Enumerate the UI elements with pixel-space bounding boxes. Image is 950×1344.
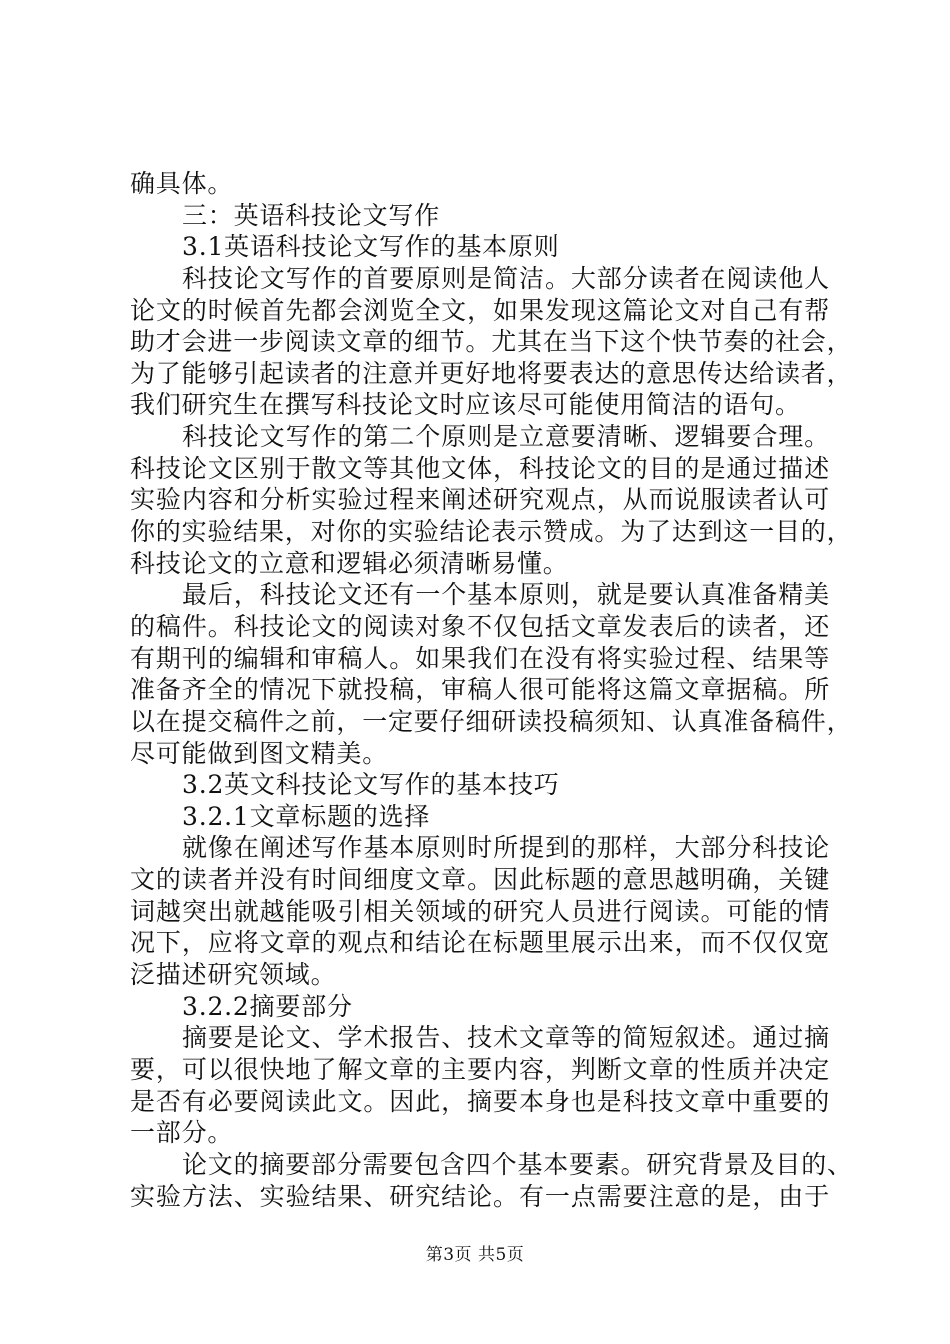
text-line: 我们研究生在撰写科技论文时应该尽可能使用简洁的语句。: [130, 390, 801, 420]
text-line: 况下，应将文章的观点和结论在标题里展示出来，而不仅仅宽: [130, 928, 830, 958]
text-line: 的稿件。科技论文的阅读对象不仅包括文章发表后的读者，还: [130, 611, 830, 641]
text-line: 摘要是论文、学术报告、技术文章等的简短叙述。通过摘: [182, 1023, 830, 1053]
text-line: 科技论文写作的首要原则是简洁。大部分读者在阅读他人: [182, 263, 830, 293]
text-line: 确具体。: [130, 169, 234, 198]
text-line: 你的实验结果，对你的实验结论表示赞成。为了达到这一目的，: [130, 517, 853, 547]
text-line: 实验内容和分析实验过程来阐述研究观点，从而说服读者认可: [130, 485, 830, 515]
text-line: 有期刊的编辑和审稿人。如果我们在没有将实验过程、结果等: [130, 643, 830, 673]
text-line: 3.2.2摘要部分: [182, 991, 353, 1021]
text-line: 助才会进一步阅读文章的细节。尤其在当下这个快节奏的社会，: [130, 327, 853, 357]
page-footer: 第3页 共5页: [425, 1245, 525, 1265]
text-line: 准备齐全的情况下就投稿，审稿人很可能将这篇文章据稿。所: [130, 675, 830, 705]
text-line: 要，可以很快地了解文章的主要内容，判断文章的性质并决定: [130, 1054, 830, 1084]
text-line: 科技论文写作的第二个原则是立意要清晰、逻辑要合理。: [182, 422, 830, 452]
text-line: 尽可能做到图文精美。: [130, 738, 389, 768]
text-line: 就像在阐述写作基本原则时所提到的那样，大部分科技论: [182, 833, 830, 863]
text-line: 为了能够引起读者的注意并更好地将要表达的意思传达给读者，: [130, 358, 853, 388]
text-line: 词越突出就越能吸引相关领域的研究人员进行阅读。可能的情: [130, 896, 830, 926]
text-line: 科技论文区别于散文等其他文体，科技论文的目的是通过描述: [130, 453, 830, 483]
text-line: 一部分。: [130, 1118, 234, 1148]
text-line: 3.2.1文章标题的选择: [182, 801, 431, 831]
text-line: 3.2英文科技论文写作的基本技巧: [182, 770, 560, 800]
text-line: 论文的摘要部分需要包含四个基本要素。研究背景及目的、: [182, 1149, 853, 1179]
text-line: 文的读者并没有时间细度文章。因此标题的意思越明确，关键: [130, 865, 830, 895]
text-line: 科技论文的立意和逻辑必须清晰易懂。: [130, 548, 569, 578]
text-line: 以在提交稿件之前，一定要仔细研读投稿须知、认真准备稿件，: [130, 706, 853, 736]
text-line: 是否有必要阅读此文。因此，摘要本身也是科技文章中重要的: [130, 1086, 830, 1116]
text-line: 最后，科技论文还有一个基本原则，就是要认真准备精美: [182, 580, 830, 610]
text-line: 3.1英语科技论文写作的基本原则: [182, 232, 560, 262]
document-body: [130, 168, 853, 1212]
text-line: 论文的时候首先都会浏览全文，如果发现这篇论文对自己有帮: [130, 295, 830, 325]
text-line: 泛描述研究领域。: [130, 960, 337, 990]
text-line: 三：英语科技论文写作: [182, 200, 441, 230]
text-line: 实验方法、实验结果、研究结论。有一点需要注意的是，由于: [130, 1181, 830, 1211]
